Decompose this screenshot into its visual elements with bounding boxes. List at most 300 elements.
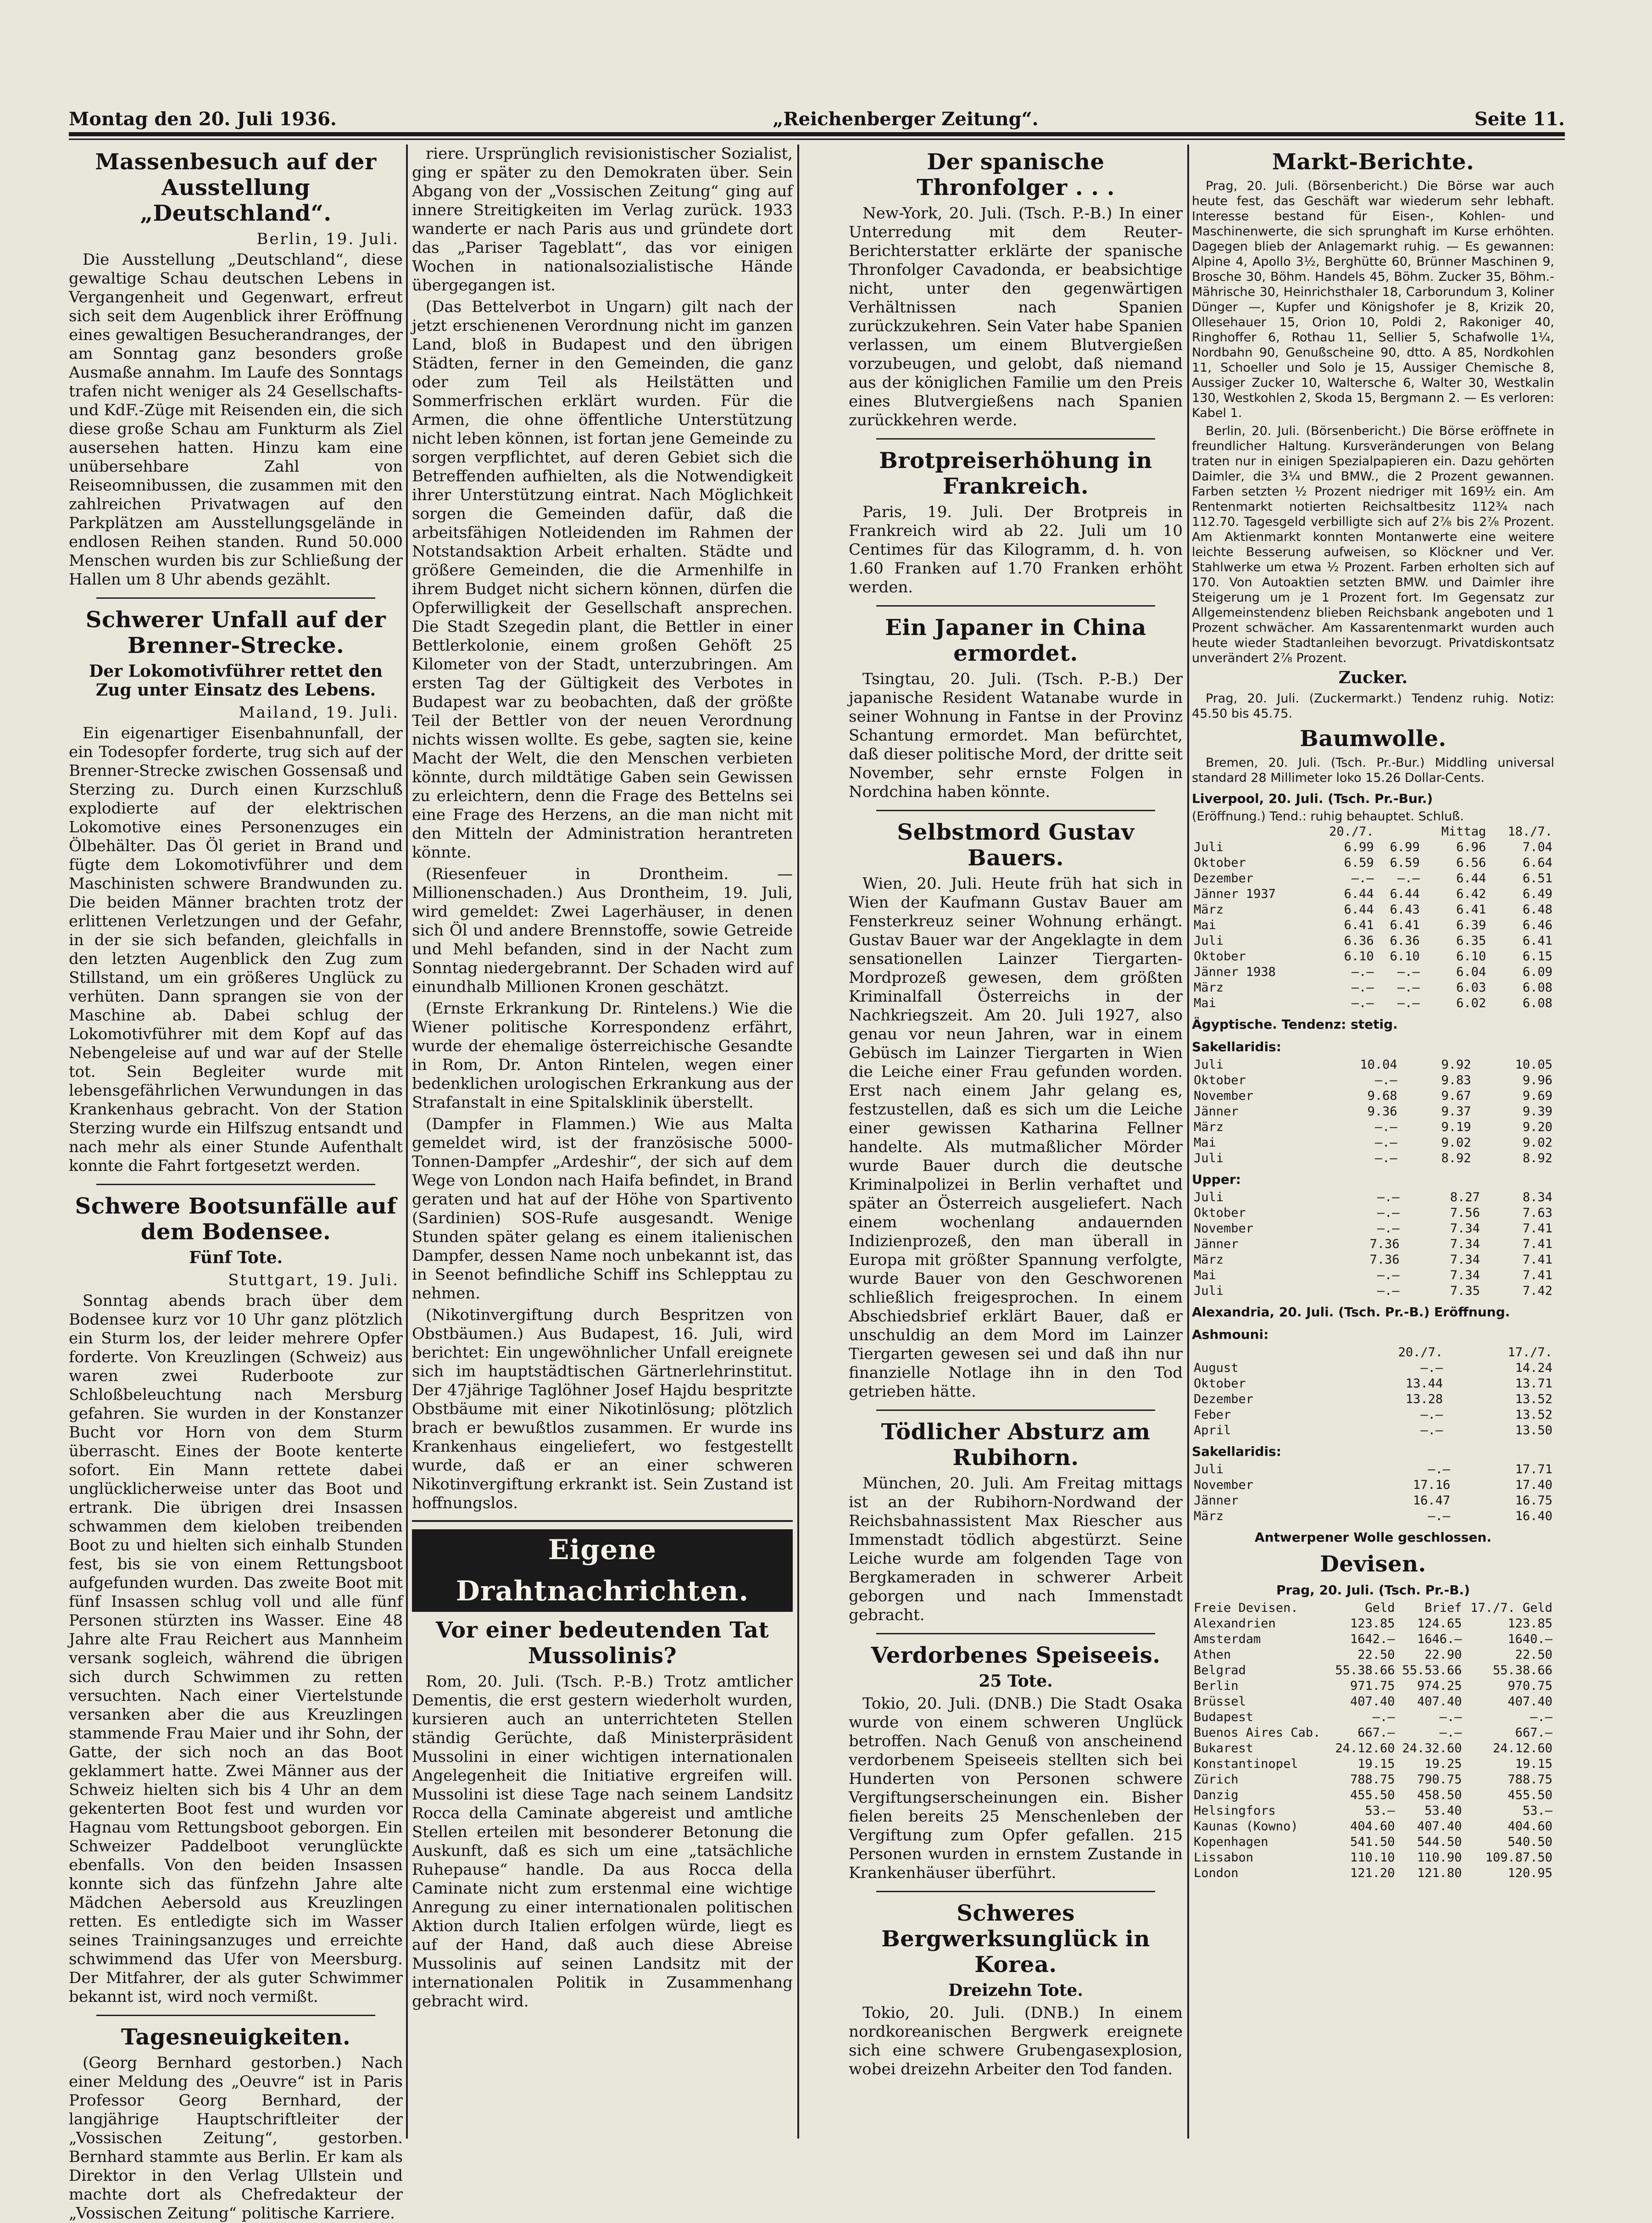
- table-cell: Helsingfors: [1194, 1804, 1276, 1818]
- table-cell: —.—: [1351, 871, 1374, 886]
- liverpool-table: [1192, 824, 1554, 1011]
- table-cell: Juli: [1194, 1190, 1224, 1204]
- table-row: [1192, 1057, 1554, 1073]
- separator: [96, 597, 375, 599]
- section-title: Devisen.: [1320, 1551, 1426, 1577]
- article-title: Schwerer Unfall auf der Brenner-Strecke.: [85, 607, 386, 658]
- table-row: [1192, 1205, 1554, 1221]
- table-row: [1192, 1725, 1554, 1741]
- table-cell: 455.50: [1350, 1788, 1395, 1802]
- table-cell: 544.50: [1417, 1835, 1462, 1849]
- table-header-cell: [1192, 824, 1309, 840]
- article-title: Massenbesuch auf der Ausstellung „Deutschland“.: [95, 149, 377, 226]
- market-report: Berlin, 20. Juli. (Börsenbericht.) Die Börse eröffnete in freundlicher Haltung. Kursveränderungen von Belang traten nur in einigen Spezialpapieren ein. Dazu gehörten Daimler, die 3¼ und BMW., die 2 Prozent gewannen. Farben setzten ½ Prozent niedriger mit 169½ ein. Am Rentenmarkt notierten Reichsaltbesitz 112¾ nach 112.70. Tagesgeld verbilligte sich auf 2⅞ bis 2⅞ Prozent. Am Aktienmarkt konnten Montanwerte eine weitere leichte Besserung aufweisen, so Klöckner und Ver. Stahlwerke um etwa ½ Prozent. Farben erholten sich auf 170. Von Autoaktien setzten BMW. und Daimler ihre Steigerung um je 1 Prozent fort. Im Gegensatz zur Allgemeinstendenz blieben Reichsbank angeboten und 1 Prozent schwächer. Am Kassarentenmarkt wurden auch heute wieder Stadtanleihen bevorzugt. Privatdiskontsatz unverändert 2⅞ Prozent.: [1192, 424, 1554, 665]
- table-cell: 6.10: [1456, 949, 1486, 964]
- table-cell: 53.—: [1365, 1804, 1395, 1818]
- table-row: [1192, 1407, 1554, 1423]
- table-cell: 7.36: [1369, 1253, 1400, 1267]
- table-cell: Juli: [1194, 1462, 1224, 1476]
- table-row: [1192, 1360, 1554, 1376]
- table-cell: —.—: [1377, 1268, 1400, 1282]
- table-header-row: [1192, 824, 1554, 840]
- table-row: [1192, 1252, 1554, 1268]
- table-row: [1192, 1834, 1554, 1850]
- article-title: Tagesneuigkeiten.: [121, 2024, 351, 2050]
- table-row: [1192, 871, 1554, 886]
- table-cell: Jänner: [1194, 1237, 1239, 1251]
- column-divider: [406, 145, 408, 2139]
- table-cell: 970.75: [1507, 1679, 1552, 1693]
- table-cell: 9.68: [1367, 1089, 1397, 1103]
- section-title: Baumwolle.: [1300, 726, 1446, 752]
- table-header-cell: 17./7. Geld: [1470, 1601, 1552, 1615]
- table-cell: 123.85: [1350, 1616, 1395, 1631]
- table-row: [1192, 1073, 1554, 1088]
- table-cell: 7.63: [1522, 1206, 1552, 1220]
- table-cell: 6.44: [1456, 871, 1486, 886]
- table-cell: Mai: [1194, 1136, 1216, 1150]
- table-cell: Jänner: [1194, 1104, 1239, 1119]
- table-cell: 13.71: [1515, 1376, 1552, 1391]
- table-heading: Ägyptische. Tendenz: stetig.: [1192, 1017, 1398, 1032]
- table-cell: 17.40: [1515, 1478, 1552, 1492]
- table-cell: 788.75: [1507, 1772, 1552, 1787]
- table-cell: 6.96: [1456, 840, 1486, 854]
- table-cell: 22.90: [1424, 1648, 1462, 1662]
- table-header-cell: 20./7.: [1398, 1345, 1443, 1359]
- ashmouni-table: [1192, 1345, 1554, 1438]
- table-row: [1192, 1088, 1554, 1104]
- table-cell: 8.34: [1522, 1190, 1552, 1204]
- table-cell: 7.34: [1450, 1268, 1480, 1282]
- table-cell: —.—: [1397, 996, 1420, 1010]
- table-cell: 7.36: [1369, 1237, 1400, 1251]
- table-cell: 6.15: [1522, 949, 1552, 964]
- table-cell: Jänner 1937: [1194, 887, 1276, 901]
- table-row: [1192, 1694, 1554, 1710]
- table-cell: —.—: [1420, 1408, 1443, 1422]
- table-row: [1192, 1632, 1554, 1647]
- table-cell: —.—: [1351, 965, 1374, 979]
- article-title: Selbstmord Gustav Bauers.: [897, 819, 1135, 871]
- table-cell: Mai: [1194, 1268, 1216, 1282]
- column-divider: [797, 145, 799, 2139]
- table-cell: 7.56: [1450, 1206, 1480, 1220]
- table-cell: 6.03: [1456, 981, 1486, 995]
- table-cell: 124.65: [1417, 1616, 1462, 1631]
- article-title: Verdorbenes Speiseeis.: [871, 1643, 1161, 1668]
- table-cell: —.—: [1439, 1726, 1462, 1740]
- table-cell: Konstantinopel: [1194, 1757, 1298, 1771]
- article-body: (Ernste Erkrankung Dr. Rintelens.) Wie die Wiener politische Korrespondenz erfährt, wurde der ehemalige österreichische Gesandte in Rom, Dr. Anton Rintelen, wegen einer bedenklichen urologischen Erkrankung aus der Strafanstalt in eine Spitalsklinik überstellt.: [412, 999, 793, 1112]
- table-cell: London: [1194, 1866, 1239, 1880]
- table-cell: 6.09: [1522, 965, 1552, 979]
- table-cell: Mai: [1194, 918, 1216, 932]
- table-cell: 22.50: [1515, 1648, 1552, 1662]
- article-body: Paris, 19. Juli. Der Brotpreis in Frankreich wird ab 22. Juli um 10 Centimes für das Kilogramm, d. h. von 1.60 Franken auf 1.70 Franken erhöht werden.: [849, 503, 1183, 596]
- table-row: [1192, 1756, 1554, 1772]
- table-cell: Berlin: [1194, 1679, 1239, 1693]
- table-heading: Sakellaridis:: [1192, 1444, 1281, 1459]
- table-cell: Dezember: [1194, 871, 1254, 886]
- table-cell: 1646.—: [1417, 1632, 1462, 1646]
- table-cell: [1402, 1283, 1409, 1299]
- table-cell: —.—: [1374, 1120, 1397, 1134]
- table-cell: —.—: [1377, 1190, 1400, 1204]
- article-title: Tödlicher Absturz am Rubihorn.: [881, 1419, 1151, 1471]
- table-cell: 667.—: [1515, 1726, 1552, 1740]
- table-row: [1192, 1221, 1554, 1237]
- table-cell: 7.34: [1450, 1237, 1480, 1251]
- table-cell: 6.41: [1522, 934, 1552, 948]
- table-cell: —.—: [1397, 965, 1420, 979]
- table-row: [1192, 996, 1554, 1011]
- table-cell: 121.80: [1417, 1866, 1462, 1880]
- table-cell: 17.71: [1515, 1462, 1552, 1476]
- table-cell: 6.49: [1522, 887, 1552, 901]
- table-cell: 55.38.66: [1492, 1663, 1552, 1677]
- table-row: [1192, 964, 1554, 980]
- article-body: (Georg Bernhard gestorben.) Nach einer Meldung des „Oeuvre“ ist in Paris Professor Georg Bernhard, der langjährige Hauptschriftleiter der „Vossischen Zeitung“, gestorben. Bernhard stammte aus Berlin. Er kam als Direktor in den Verlag Ullstein und machte dort als Chefredakteur der „Vossischen Zeitung“ politische Karriere.: [69, 2054, 403, 2223]
- table-cell: 9.67: [1441, 1089, 1471, 1103]
- separator: [96, 1184, 375, 1185]
- table-cell: —.—: [1351, 996, 1374, 1010]
- table-cell: [1399, 1073, 1407, 1088]
- table-header-cell: Mittag: [1441, 825, 1486, 839]
- table-cell: 9.69: [1522, 1089, 1552, 1103]
- table-cell: —.—: [1420, 1423, 1443, 1437]
- table-cell: 13.44: [1405, 1376, 1443, 1391]
- table-cell: 6.56: [1456, 856, 1486, 870]
- table-cell: [1399, 1151, 1407, 1166]
- table-heading: Ashmouni:: [1192, 1327, 1269, 1342]
- table-cell: 8.92: [1441, 1151, 1471, 1165]
- table-cell: 6.59: [1344, 856, 1374, 870]
- table-cell: 788.75: [1350, 1772, 1395, 1787]
- table-cell: 6.36: [1344, 934, 1374, 948]
- table-cell: 9.92: [1441, 1058, 1471, 1072]
- table-cell: März: [1194, 1120, 1224, 1134]
- table-row: [1192, 1772, 1554, 1788]
- table-row: [1192, 1376, 1554, 1392]
- separator: [412, 1520, 793, 1522]
- table-cell: 53.—: [1522, 1804, 1552, 1818]
- table-cell: 6.44: [1344, 887, 1374, 901]
- article-subtitle: Fünf Tote.: [189, 1248, 283, 1267]
- table-cell: Oktober: [1194, 1073, 1246, 1087]
- table-cell: 7.04: [1522, 840, 1552, 854]
- table-row: [1192, 1268, 1554, 1283]
- table-cell: 6.08: [1522, 996, 1552, 1010]
- table-cell: 6.41: [1344, 918, 1374, 932]
- market-report: Bremen, 20. Juli. (Tsch. Pr.-Bur.) Middling universal standard 28 Millimeter loko 15.26 Dollar-Cents.: [1192, 756, 1554, 785]
- article-body: Tokio, 20. Juli. (DNB.) Die Stadt Osaka wurde von einem schweren Unglück betroffen. Nach Genuß von anscheinend verdorbenem Speiseeis stellten sich bei Hunderten von Personen schwere Vergiftungserscheinungen ein. Bisher fielen bereits 25 Menschenleben der Vergiftung zum Opfer gefallen. 215 Personen wurden in ernstem Zustande in Krankenhäuser überführt.: [849, 1694, 1183, 1882]
- article-body: riere. Ursprünglich revisionistischer Sozialist, ging er später zu den Demokraten über. Sein Abgang von der „Vossischen Zeitung“ ging auf innere Streitigkeiten im Verlag zurück. 1933 wanderte er nach Paris aus und gründete dort das „Pariser Tageblatt“, das vor einigen Wochen in nationalsozialistische Hände übergegangen ist.: [412, 145, 793, 295]
- table-cell: 790.75: [1417, 1772, 1462, 1787]
- table-cell: August: [1194, 1361, 1239, 1375]
- table-cell: 13.28: [1405, 1392, 1443, 1406]
- table-cell: 667.—: [1357, 1726, 1395, 1740]
- table-header-cell: Freie Devisen.: [1194, 1601, 1298, 1615]
- column-3: [849, 145, 1183, 2129]
- table-cell: 6.99: [1344, 840, 1374, 854]
- table-cell: 6.35: [1456, 934, 1486, 948]
- table-cell: Juli: [1194, 1058, 1224, 1072]
- table-cell: 9.20: [1522, 1120, 1552, 1134]
- table-header-cell: 17./7.: [1507, 1345, 1552, 1359]
- table-header-cell: 20./7.: [1329, 825, 1374, 839]
- table-header-cell: [1376, 824, 1422, 840]
- table-cell: 9.39: [1522, 1104, 1552, 1119]
- table-cell: —.—: [1374, 1073, 1397, 1087]
- article-body: Rom, 20. Juli. (Tsch. P.-B.) Trotz amtlicher Dementis, die erst gestern wiederholt wurden, kursieren auch an unterrichteten Stellen ständig Gerüchte, daß Ministerpräsident Mussolini in einer wichtigen internationalen Angelegenheit die Initiative ergreifen will. Mussolini ist diese Tage nach seinem Landsitz Rocca della Caminate abgereist und amtliche Stellen erteilen mit besonderer Betonung die Auskunft, daß es sich um eine „tatsächliche Ruhepause“ handle. Da aus Rocca della Caminate nicht zum erstenmal eine wichtige Anregung zu einer internationalen politischen Aktion durch Italien erfolgen würde, liegt es auf der Hand, daß auch diese Abreise Mussolinis auf seinen Landsitz mit der internationalen Politik in Zusammenhang gebracht wird.: [412, 1672, 793, 2011]
- separator: [876, 1891, 1155, 1892]
- table-row: [1192, 1423, 1554, 1438]
- table-header-cell: Brief: [1424, 1601, 1462, 1615]
- table-cell: Jänner: [1194, 1493, 1239, 1508]
- table-cell: —.—: [1377, 1221, 1400, 1236]
- table-cell: 16.40: [1515, 1509, 1552, 1523]
- table-row: [1192, 1866, 1554, 1881]
- article-body: New-York, 20. Juli. (Tsch. P.-B.) In einer Unterredung mit dem Reuter-Berichterstatter erklärte der spanische Thronfolger Cavadonda, er beabsichtige nicht, unter den gegenwärtigen Verhältnissen nach Spanien zurückzukehren. Sein Vater habe Spanien verlassen, um einem Blutvergießen vorzubeugen, und gelobt, daß niemand aus der königlichen Familie um den Preis eines Blutvergießens nach Spanien zurückkehren werde.: [849, 204, 1183, 429]
- table-cell: 404.60: [1507, 1819, 1552, 1833]
- table-cell: März: [1194, 1253, 1224, 1267]
- table-cell: 109.87.50: [1485, 1850, 1552, 1865]
- table-cell: [1399, 1104, 1407, 1120]
- separator: [96, 2015, 375, 2016]
- table-cell: —.—: [1351, 981, 1374, 995]
- table-cell: Oktober: [1194, 856, 1246, 870]
- table-row: [1192, 949, 1554, 964]
- table-cell: Oktober: [1194, 1206, 1246, 1220]
- table-cell: [1402, 1190, 1409, 1205]
- table-cell: März: [1194, 903, 1224, 917]
- table-cell: 9.02: [1441, 1136, 1471, 1150]
- table-cell: 16.75: [1515, 1493, 1552, 1508]
- table-row: [1192, 1283, 1554, 1299]
- table-cell: 9.36: [1367, 1104, 1397, 1119]
- table-cell: 13.50: [1515, 1423, 1552, 1437]
- article-body: (Riesenfeuer in Drontheim. — Millionenschaden.) Aus Drontheim, 19. Juli, wird gemeldet: Zwei Lagerhäuser, in denen sich Öl und andere Brennstoffe, sowie Getreide und Mehl befanden, sind in der Nacht zum Sonntag niedergebrannt. Der Schaden wird auf einundhalb Millionen Kronen geschätzt.: [412, 865, 793, 996]
- table-header-row: [1192, 1600, 1554, 1616]
- table-cell: 404.60: [1350, 1819, 1395, 1833]
- table-cell: 6.59: [1390, 856, 1420, 870]
- table-cell: —.—: [1372, 1710, 1395, 1724]
- table-cell: —.—: [1439, 1710, 1462, 1724]
- article-body: Sonntag abends brach über dem Bodensee kurz vor 10 Uhr ganz plötzlich ein Sturm los, der leider mehrere Opfer forderte. Von Kreuzlingen (Schweiz) aus waren zwei Ruderboote zur Schloßbeleuchtung nach Mersburg gefahren. Sie wurden in der Konstanzer Bucht vor Horn von dem Sturm überrascht. Eines der Boote kenterte sofort. Ein Mann rettete dabei unglücklicherweise unter das Boot und ertrank. Die übrigen drei Insassen schwammen dem kieloben treibenden Boot zu und hielten sich einhalb Stunden fest, bis sie von einem Rettungsboot aufgefunden wurden. Das zweite Boot mit fünf Insassen schlug voll und alle fünf Personen stürzten ins Wasser. Eine 48 Jahre alte Frau Reichert aus Mannheim versank sogleich, während die übrigen sich durch Schwimmen zu retten versuchten. Nach einer Viertelstunde versanken aber die aus Kreuzlingen stammende Frau Maier und ihr Sohn, der Gatte, der sich noch an das Boot geklammert hatte. Zwei Männer aus der Schweiz hielten sich bis 4 Uhr an dem gekenterten Boot fest und wurden vor Hagnau vom Rettungsboot geborgen. Ein Schweizer Paddelboot verunglückte ebenfalls. Von den beiden Insassen konnte sich das fünfzehn Jahre alte Mädchen Aebersold aus Kreuzlingen retten. Es entledigte sich im Wasser seines Trainingsanzuges und erreichte schwimmend das Ufer von Meersburg. Der Mitfahrer, der als guter Schwimmer bekannt ist, wird noch vermißt.: [69, 1292, 403, 2006]
- table-cell: 19.25: [1424, 1757, 1462, 1771]
- separator: [876, 1633, 1155, 1634]
- table-cell: November: [1194, 1221, 1254, 1236]
- table-cell: Dezember: [1194, 1392, 1254, 1406]
- table-cell: 9.96: [1522, 1073, 1552, 1087]
- table-cell: Juli: [1194, 1151, 1224, 1165]
- table-cell: Amsterdam: [1194, 1632, 1261, 1646]
- table-header-row: [1192, 1345, 1554, 1360]
- table-cell: 19.15: [1515, 1757, 1552, 1771]
- table-heading: Liverpool, 20. Juli. (Tsch. Pr.-Bur.): [1192, 791, 1433, 806]
- table-row: [1192, 1190, 1554, 1205]
- table-cell: 16.47: [1413, 1493, 1451, 1508]
- table-cell: 540.50: [1507, 1835, 1552, 1849]
- table-cell: 7.41: [1522, 1237, 1552, 1251]
- table-row: [1192, 1120, 1554, 1135]
- table-cell: 6.42: [1456, 887, 1486, 901]
- table-row: [1192, 1788, 1554, 1803]
- table-cell: 9.83: [1441, 1073, 1471, 1087]
- table-cell: 458.50: [1417, 1788, 1462, 1802]
- table-row: [1192, 902, 1554, 918]
- table-cell: Bukarest: [1194, 1741, 1254, 1755]
- table-row: [1192, 1647, 1554, 1663]
- table-row: [1192, 1462, 1554, 1477]
- table-cell: 6.39: [1456, 918, 1486, 932]
- table-row: [1192, 886, 1554, 902]
- table-cell: 7.41: [1522, 1253, 1552, 1267]
- table-row: [1192, 1803, 1554, 1819]
- separator: [876, 605, 1155, 607]
- table-cell: März: [1194, 981, 1224, 995]
- article-title: Ein Japaner in China ermordet.: [885, 615, 1146, 666]
- table-cell: 6.41: [1456, 903, 1486, 917]
- table-cell: 407.40: [1417, 1819, 1462, 1833]
- article-body: Ein eigenartiger Eisenbahnunfall, der ein Todesopfer forderte, trug sich auf der Brenner-Strecke zwischen Gossensaß und Sterzing zu. Durch einen Kurzschluß explodierte auf der elektrischen Lokomotive eines Personenzuges ein Ölbehälter. Das Öl geriet in Brand und fügte dem Lokomotivführer und dem Maschinisten schwere Brandwunden zu. Die beiden Männer brachten trotz der erlittenen Verletzungen und der Gefahr, in der sie sich befanden, gleichfalls in den letzten Augenblick den Zug zum Stillstand, um ein größeres Unglück zu verhüten. Dann sprangen sie von der Maschine ab. Dabei schlug der Lokomotivführer mit dem Kopf auf das Nebengeleise auf und war auf der Stelle tot. Sein Begleiter wurde mit lebensgefährlichen Verwundungen in das Krankenhaus gebracht. Von der Station Sterzing wurde ein Hilfszug entsandt und nach mehr als einer Stunde Aufenthalt konnte die Fahrt fortgesetzt werden.: [69, 724, 403, 1175]
- table-cell: 123.85: [1507, 1616, 1552, 1631]
- table-heading: Alexandria, 20. Juli. (Tsch. Pr.-B.) Eröffnung.: [1192, 1304, 1510, 1320]
- table-cell: 22.50: [1357, 1648, 1395, 1662]
- table-cell: 6.44: [1344, 903, 1374, 917]
- table-cell: 1640.—: [1507, 1632, 1552, 1646]
- table-cell: 6.36: [1390, 934, 1420, 948]
- table-cell: 7.34: [1450, 1221, 1480, 1236]
- article-title: Brotpreiserhöhung in Frankreich.: [879, 448, 1152, 499]
- column-1: [69, 145, 403, 2223]
- dateline: Stuttgart, 19. Juli.: [228, 1271, 399, 1289]
- table-cell: 10.05: [1515, 1058, 1552, 1072]
- table-heading: Upper:: [1192, 1172, 1241, 1187]
- column-divider: [1187, 145, 1189, 2139]
- paper-name: „Reichenberger Zeitung“.: [773, 108, 1039, 130]
- table-cell: [1402, 1268, 1409, 1283]
- table-cell: 110.90: [1417, 1850, 1462, 1865]
- table-row: [1192, 1477, 1554, 1493]
- section-title: Zucker.: [1338, 668, 1408, 687]
- table-row: [1192, 840, 1554, 855]
- table-cell: 6.44: [1390, 887, 1420, 901]
- table-cell: 8.92: [1522, 1151, 1552, 1165]
- table-cell: 407.40: [1350, 1694, 1395, 1709]
- table-cell: 6.08: [1522, 981, 1552, 995]
- table-row: [1192, 1135, 1554, 1151]
- table-subheading: (Eröffnung.) Tend.: ruhig behauptet. Schluß.: [1192, 809, 1464, 824]
- table-cell: [1399, 1088, 1407, 1104]
- table-cell: —.—: [1530, 1710, 1552, 1724]
- table-cell: Kopenhagen: [1194, 1835, 1268, 1849]
- table-cell: 6.46: [1522, 918, 1552, 932]
- table-row: [1192, 933, 1554, 949]
- table-cell: —.—: [1428, 1509, 1451, 1523]
- section-banner: Eigene Drahtnachrichten.: [412, 1529, 793, 1612]
- table-cell: November: [1194, 1478, 1254, 1492]
- table-cell: 6.10: [1390, 949, 1420, 964]
- table-cell: 121.20: [1350, 1866, 1395, 1880]
- table-cell: 974.25: [1417, 1679, 1462, 1693]
- table-cell: 17.16: [1413, 1478, 1451, 1492]
- table-cell: 24.32.60: [1402, 1741, 1462, 1755]
- table-cell: Kaunas (Kowno): [1194, 1819, 1298, 1833]
- table-cell: 55.38.66: [1335, 1663, 1395, 1677]
- table-cell: 24.12.60: [1492, 1741, 1552, 1755]
- table-cell: 8.27: [1450, 1190, 1480, 1204]
- table-row: [1192, 1509, 1554, 1524]
- column-2: [412, 145, 793, 2129]
- table-row: [1192, 1710, 1554, 1725]
- article-body: Die Ausstellung „Deutschland“, diese gewaltige Schau deutschen Lebens in Vergangenheit und Gegenwart, erfreut sich seit dem Augenblick ihrer Eröffnung eines gewaltigen Besucherandranges, der am Sonntag ganz besonders große Ausmaße annahm. Im Laufe des Sonntags trafen nicht weniger als 24 Gesellschafts- und KdF.-Züge mit Reisenden ein, die sich diese große Schau am Funkturm als Ziel ausersehen hatten. Hinzu kam eine unübersehbare Zahl von Reiseomnibussen, die zusammen mit den zahlreichen Privatwagen auf den Parkplätzen am Ausstellungsgelände in endlosen Reihen standen. Rund 50.000 Menschen wurden bis zur Schließung der Hallen um 8 Uhr abends gezählt.: [69, 251, 403, 589]
- table-cell: 7.34: [1450, 1253, 1480, 1267]
- table-cell: [1399, 1135, 1407, 1151]
- table-cell: —.—: [1397, 871, 1420, 886]
- table-header-cell: Geld: [1365, 1601, 1395, 1615]
- article-body: München, 20. Juli. Am Freitag mittags ist an der Rubihorn-Nordwand der Reichsbahnassistent Max Riescher aus Immenstadt tödlich abgestürzt. Seine Leiche wurde am folgenden Tage von Bergkameraden in schwerer Arbeit geborgen und nach Immenstadt gebracht.: [849, 1474, 1183, 1624]
- column-4-market: [1192, 145, 1554, 2129]
- table-cell: [1402, 1221, 1409, 1237]
- table-cell: —.—: [1377, 1206, 1400, 1220]
- table-cell: Jänner 1938: [1194, 965, 1276, 979]
- table-cell: —.—: [1377, 1284, 1400, 1298]
- table-heading: Sakellaridis:: [1192, 1039, 1281, 1054]
- table-cell: 6.10: [1344, 949, 1374, 964]
- table-cell: 9.02: [1522, 1136, 1552, 1150]
- separator: [876, 438, 1155, 440]
- table-cell: 10.04: [1360, 1058, 1397, 1072]
- table-cell: Belgrad: [1194, 1663, 1246, 1677]
- table-cell: 6.64: [1522, 856, 1552, 870]
- table-header-cell: [1192, 1345, 1335, 1360]
- table-cell: 110.10: [1350, 1850, 1395, 1865]
- sakellaridis-alex-table: [1192, 1462, 1554, 1524]
- table-row: [1192, 1678, 1554, 1694]
- table-cell: Juli: [1194, 934, 1224, 948]
- upper-table: [1192, 1190, 1554, 1299]
- table-heading: Prag, 20. Juli. (Tsch. Pr.-B.): [1276, 1582, 1470, 1598]
- table-cell: 7.35: [1450, 1284, 1480, 1298]
- table-row: [1192, 1663, 1554, 1678]
- article-body: (Das Bettelverbot in Ungarn) gilt nach der jetzt erschienenen Verordnung nicht im ganzen Land, bloß in Budapest und den übrigen Städten, ferner in den Gemeinden, die ganz oder zum Teil als Heilstätten und Sommerfrischen erklärt wurden. Für die Armen, die ohne öffentliche Unterstützung nicht leben können, ist fortan jene Gemeinde zu sorgen verpflichtet, auf deren Gebiet sich die Betreffenden aufhielten, als die Notwendigkeit ihrer Unterstützung eintrat. Nach Möglichkeit sorgen die Gemeinden dafür, daß die arbeitsfähigen Notleidenden im Rahmen der Notstandsaktion Arbeit erhalten. Städte und größere Gemeinden, die die Armenhilfe in ihrem Budget nicht sichern können, dürfen die Opferwilligkeit der Gesellschaft ansprechen. Die Stadt Szegedin plant, die Bettler in einer Bettlerkolonie, einem großen Gehöft 25 Kilometer von der Stadt, unterzubringen. Am ersten Tag der Gültigkeit des Verbotes in Budapest war zu beobachten, daß der größte Teil der Bettler von der neuen Verordnung nichts wissen wollte. Es gebe, sagten sie, keine Macht der Welt, die den Menschen verbieten könnte, durch mildtätige Gaben sein Gewissen zu erleichtern, denn die Frage des Bettelns sei eine Frage des Herzens, an die man nicht mit den Mitteln der Administration herantreten könnte.: [412, 298, 793, 862]
- table-cell: Feber: [1194, 1408, 1231, 1422]
- article-body: Wien, 20. Juli. Heute früh hat sich in Wien der Kaufmann Gustav Bauer am Fensterkreuz seiner Wohnung erhängt. Gustav Bauer war der Angeklagte in dem sensationellen Lainzer Tiergarten-Mordprozeß gewesen, dem größten Kriminalfall Österreichs in der Nachkriegszeit. Am 20. Juli 1927, also genau vor neun Jahren, war in einem Gebüsch im Lainzer Tiergarten in Wien die Leiche einer Frau gefunden worden. Erst nach einem Jahr gelang es, festzustellen, daß es sich um die Leiche einer gewissen Katharina Fellner handelte. Als mutmaßlicher Mörder wurde Bauer durch die deutsche Kriminalpolizei in Berlin verhaftet und später an Österreich ausgeliefert. Nach einem wochenlang andauernden Indizienprozeß, den man überall in Europa mit größter Spannung verfolgte, wurde Bauer von den Geschworenen schließlich freigesprochen. In einem Abschiedsbrief erklärt Bauer, daß er unschuldig an dem Mord im Lainzer Tiergarten gewesen sei und daß ihn nur finanzielle Notlage ihn in den Tod getrieben hätte.: [849, 875, 1183, 1401]
- table-cell: 6.99: [1390, 840, 1420, 854]
- table-row: [1192, 1819, 1554, 1834]
- table-cell: Athen: [1194, 1648, 1231, 1662]
- table-cell: 6.02: [1456, 996, 1486, 1010]
- dateline: Mailand, 19. Juli.: [239, 703, 399, 722]
- table-cell: 7.41: [1522, 1268, 1552, 1282]
- table-cell: [1399, 1120, 1407, 1135]
- table-cell: 120.95: [1507, 1866, 1552, 1880]
- table-cell: 1642.—: [1350, 1632, 1395, 1646]
- market-title: Markt-Berichte.: [1272, 149, 1474, 175]
- table-cell: 7.42: [1522, 1284, 1552, 1298]
- table-cell: Zürich: [1194, 1772, 1239, 1787]
- table-row: [1192, 1151, 1554, 1166]
- dateline: Berlin, 19. Juli.: [256, 230, 399, 248]
- table-cell: Danzig: [1194, 1788, 1239, 1802]
- table-cell: 455.50: [1507, 1788, 1552, 1802]
- table-cell: —.—: [1374, 1151, 1397, 1165]
- table-cell: 9.19: [1441, 1120, 1471, 1134]
- page-header: [69, 103, 1565, 130]
- table-cell: Alexandrien: [1194, 1616, 1276, 1631]
